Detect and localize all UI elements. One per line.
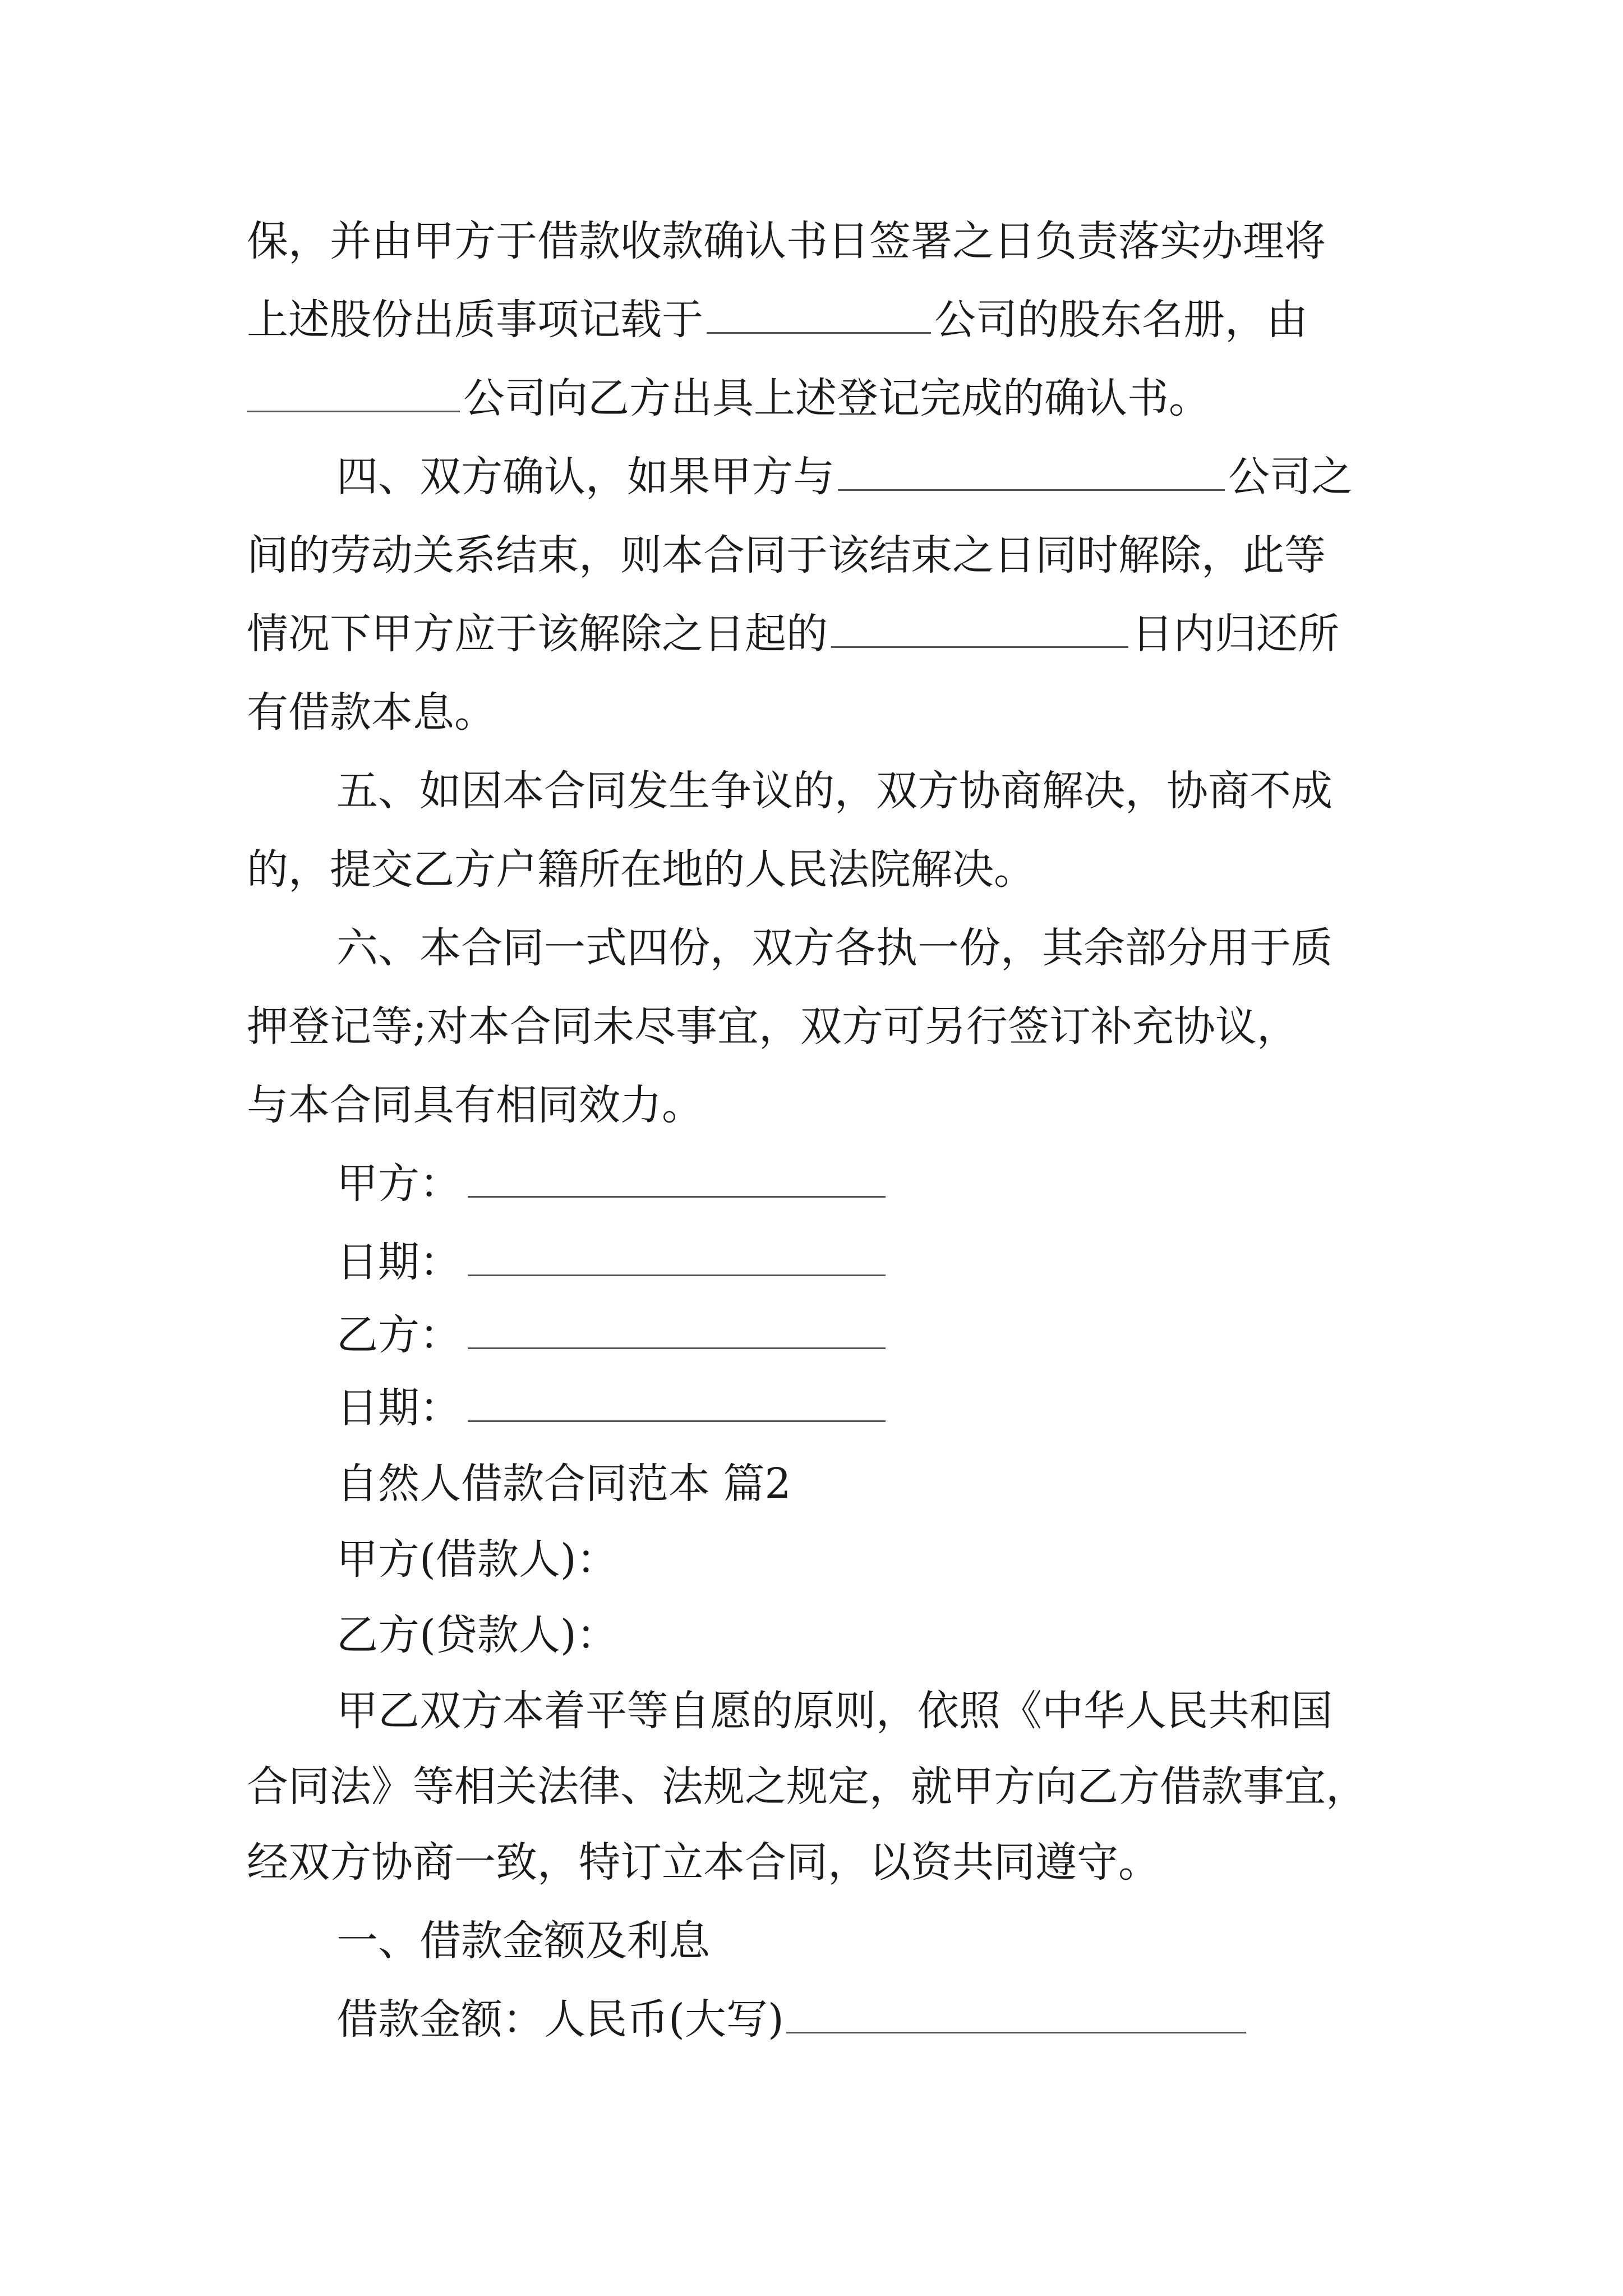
- text: 情况下甲方应于该解除之日起的: [247, 610, 828, 658]
- label: 乙方：: [336, 1311, 461, 1359]
- signature-party-a: [0, 1144, 1623, 1223]
- text: 六、本合同一式四份，双方各执一份，其余部分用于质: [336, 924, 1332, 972]
- text: 公司之: [1228, 453, 1353, 501]
- text: 公司向乙方出具上述登记完成的确认书。: [463, 374, 1210, 422]
- text: 借款金额：人民币(大写): [336, 1995, 784, 2044]
- paragraph-line: [0, 516, 1623, 595]
- lender-line: [0, 1596, 1623, 1674]
- text: 押登记等;对本合同未尽事宜，双方可另行签订补充协议，: [247, 1002, 1298, 1051]
- text: 乙方(贷款人)：: [336, 1611, 618, 1659]
- text: 经双方协商一致，特订立本合同，以资共同遵守。: [247, 1838, 1160, 1887]
- paragraph-line: [0, 909, 1623, 987]
- amount-blank: [786, 1993, 1246, 2033]
- fill-in-blank: [247, 371, 460, 412]
- text: 五、如因本合同发生争议的，双方协商解决，协商不成: [336, 767, 1332, 815]
- text: 一、借款金额及利息: [336, 1917, 710, 1965]
- paragraph-line: [0, 280, 1623, 359]
- paragraph-line: [0, 1823, 1623, 1902]
- paragraph-line: [0, 438, 1623, 516]
- date-blank: [468, 1381, 886, 1422]
- fill-in-blank: [838, 450, 1225, 491]
- text: 与本合同具有相同效力。: [247, 1081, 703, 1129]
- text: 的，提交乙方户籍所在地的人民法院解决。: [247, 845, 1035, 894]
- text: 上述股份出质事项记载于: [247, 296, 703, 344]
- text: 甲乙双方本着平等自愿的原则，依照《中华人民共和国: [336, 1687, 1332, 1735]
- paragraph-line: [0, 595, 1623, 673]
- signature-party-b: [0, 1296, 1623, 1374]
- paragraph-line: [0, 987, 1623, 1066]
- section-title-text: 自然人借款合同范本 篇2: [336, 1460, 791, 1508]
- signature-date-2: [0, 1369, 1623, 1447]
- borrower-line: [0, 1520, 1623, 1599]
- text: 四、双方确认，如果甲方与: [336, 453, 834, 501]
- section-title: [0, 1444, 1623, 1523]
- label: 甲方：: [336, 1159, 461, 1208]
- text: 间的劳动关系结束，则本合同于该结束之日同时解除，此等: [247, 531, 1326, 579]
- paragraph-line: [0, 202, 1623, 280]
- text: 甲方(借款人)：: [336, 1535, 618, 1584]
- fill-in-blank: [831, 607, 1128, 648]
- text: 保，并由甲方于借款收款确认书日签署之日负责落实办理将: [247, 217, 1326, 265]
- amount-line: [0, 1980, 1623, 2059]
- paragraph-line: [0, 1747, 1623, 1826]
- clause-title: [0, 1902, 1623, 1980]
- text: 合同法》等相关法律、法规之规定，就甲方向乙方借款事宜，: [247, 1763, 1367, 1811]
- signature-blank: [468, 1308, 886, 1349]
- paragraph-line: [0, 1066, 1623, 1144]
- text: 日内归还所: [1132, 610, 1339, 658]
- paragraph-line: [0, 359, 1623, 438]
- text: 公司的股东名册，由: [934, 296, 1308, 344]
- paragraph-line: [0, 830, 1623, 909]
- label: 日期：: [336, 1384, 461, 1432]
- fill-in-blank: [707, 293, 931, 334]
- signature-date-1: [0, 1223, 1623, 1301]
- paragraph-line: [0, 673, 1623, 752]
- date-blank: [468, 1235, 886, 1276]
- paragraph-line: [0, 752, 1623, 830]
- signature-blank: [468, 1157, 886, 1198]
- paragraph-line: [0, 1672, 1623, 1750]
- text: 有借款本息。: [247, 688, 496, 737]
- label: 日期：: [336, 1238, 461, 1286]
